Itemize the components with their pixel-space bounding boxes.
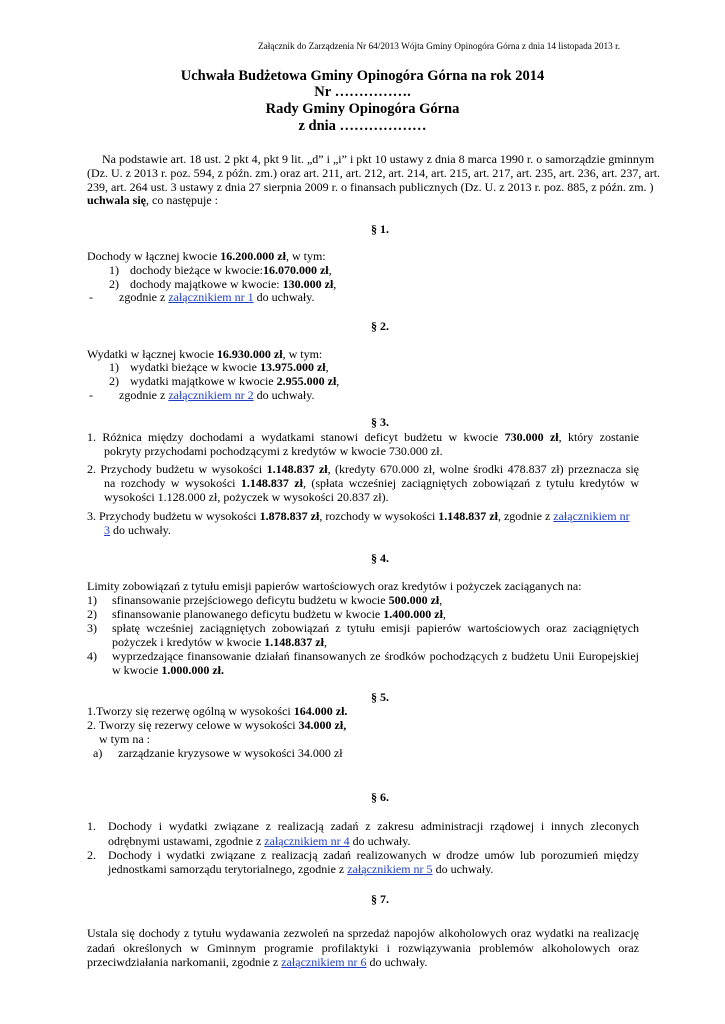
preamble-line-3: 239, art. 264 ust. 3 ustawy z dnia 27 sierpnia 2009 r. o finansach publicznych (Dz. U. z 2013 r. poz. 885, z późn. zm. ) [87,180,654,194]
s5-p2: 2. Tworzy się rezerwy celowe w wysokości 34.000 zł, [87,718,347,732]
title-line-3: Rady Gminy Opinogóra Górna [265,101,460,117]
s5-p2-line-2: w tym na : [99,732,150,746]
s3-p3-line-2: 3 do uchwały. [104,523,171,537]
s4-item-3-line-2: pożyczek i kredytów w kwocie 1.148.837 zł, [112,635,327,649]
s1-reference: zgodnie z załącznikiem nr 1 do uchwały. [119,290,315,304]
s4-item-3-line-1: spłatę wcześniej zaciągniętych zobowiązań z tytułu emisji papierów wartościowych oraz zaciągniętych [112,621,639,635]
s2-dash: - [89,388,93,402]
preamble-line-4: uchwala się, co następuje : [87,193,218,207]
s2-item-1: 1) [109,360,119,374]
s4-item-3-num: 3) [87,621,97,635]
s4-item-2: sfinansowanie planowanego deficytu budżetu w kwocie 1.400.000 zł, [112,607,446,621]
s3-p2-line-3: wysokości 1.128.000 zł, pożyczek w wysokości 20.837 zł). [104,490,389,504]
s1-intro: Dochody w łącznej kwocie 16.200.000 zł, w tym: [87,249,326,263]
section-5-heading: § 5. [371,690,389,704]
s5-p1: 1.Tworzy się rezerwę ogólną w wysokości 164.000 zł. [87,704,348,718]
s2-item-1-text: wydatki bieżące w kwocie 13.975.000 zł, [130,360,329,374]
s1-item-1: 1) [109,263,119,277]
s6-item-1-num: 1. [87,819,96,833]
s3-p2-line-1: 2. Przychody budżetu w wysokości 1.148.837 zł, (kredyty 670.000 zł, wolne środki 478.837 zł) przeznacza się [87,462,639,476]
s3-p1-line-2: pokryty przychodami pochodzącymi z kredytów w kwocie 730.000 zł. [104,444,443,458]
s4-item-1: sfinansowanie przejściowego deficytu budżetu w kwocie 500.000 zł, [112,593,443,607]
s5-item-a-num: a) [93,746,103,760]
preamble-line-1: Na podstawie art. 18 ust. 2 pkt 4, pkt 9 lit. „d” i „i” i pkt 10 ustawy z dnia 8 marca 1990 r. o samorządzie gminnym [102,152,655,166]
s1-item-2: 2) [109,277,119,291]
s7-line-2: zadań określonych w Gminnym programie profilaktyki i rozwiązywania problemów alkoholowych oraz [87,941,639,955]
s5-item-a: zarządzanie kryzysowe w wysokości 34.000 zł [118,746,343,760]
s2-intro: Wydatki w łącznej kwocie 16.930.000 zł, w tym: [87,347,323,361]
s6-item-1-line-1: Dochody i wydatki związane z realizacją zadań z zakresu administracji rządowej i innych zleconych [108,819,639,833]
preamble-line-2: (Dz. U. z 2013 r. poz. 594, z późn. zm.) oraz art. 211, art. 212, art. 214, art. 215, art. 217, art. 235, art. 236, art. 237, art. [87,166,661,180]
annex-5-link[interactable]: załącznikiem nr 5 [347,862,433,876]
title-line-1: Uchwała Budżetowa Gminy Opinogóra Górna na rok 2014 [180,68,545,84]
annex-3-link-continued[interactable]: 3 [104,523,110,537]
s4-item-4-num: 4) [87,649,97,663]
s3-p2-line-2: na rozchody w wysokości 1.148.837 zł, (spłata wcześniej zaciągniętych zobowiązań z tytułu kredytów w [104,476,639,490]
s1-dash: - [89,290,93,304]
s6-item-1-line-2: odrębnymi ustawami, zgodnie z załącznikiem nr 4 do uchwały. [108,834,411,848]
section-1-heading: § 1. [371,222,389,236]
section-7-heading: § 7. [371,892,389,906]
s2-item-2-text: wydatki majątkowe w kwocie 2.955.000 zł, [130,374,340,388]
s6-item-2-line-1: Dochody i wydatki związane z realizacją zadań realizowanych w drodze umów lub porozumień między [108,848,639,862]
s4-item-1-num: 1) [87,593,97,607]
s6-item-2-num: 2. [87,848,96,862]
s4-item-2-num: 2) [87,607,97,621]
s7-line-3: przeciwdziałania narkomanii, zgodnie z załącznikiem nr 6 do uchwały. [87,955,428,969]
s7-line-1: Ustala się dochody z tytułu wydawania zezwoleń na sprzedaż napojów alkoholowych oraz wydatki na realizację [87,926,639,940]
header-note: Załącznik do Zarządzenia Nr 64/2013 Wójta Gminy Opinogóra Górna z dnia 14 listopada 2013 r. [258,42,621,52]
annex-3-link[interactable]: załącznikiem nr [553,509,630,523]
section-6-heading: § 6. [371,790,389,804]
s1-item-1-text: dochody bieżące w kwocie:16.070.000 zł, [130,263,332,277]
section-3-heading: § 3. [371,415,389,429]
annex-4-link[interactable]: załącznikiem nr 4 [264,834,350,848]
s3-p3-line-1: 3. Przychody budżetu w wysokości 1.878.837 zł, rozchody w wysokości 1.148.837 zł, zgodnie z załącznikiem nr [87,509,630,523]
s6-item-2-line-2: jednostkami samorządu terytorialnego, zgodnie z załącznikiem nr 5 do uchwały. [108,862,494,876]
annex-1-link[interactable]: załącznikiem nr 1 [168,290,254,304]
section-4-heading: § 4. [371,551,389,565]
s2-item-2: 2) [109,374,119,388]
s3-p1-line-1: 1. Różnica między dochodami a wydatkami stanowi deficyt budżetu w kwocie 730.000 zł, który zostanie [87,430,639,444]
s2-reference: zgodnie z załącznikiem nr 2 do uchwały. [119,388,315,402]
annex-6-link[interactable]: załącznikiem nr 6 [281,955,367,969]
title-line-2: Nr ……………. [314,84,411,100]
s4-intro: Limity zobowiązań z tytułu emisji papierów wartościowych oraz kredytów i pożyczek zaciąganych na: [87,579,582,593]
s4-item-4-line-2: w kwocie 1.000.000 zł. [112,663,224,677]
s4-item-4-line-1: wyprzedzające finansowanie działań finansowanych ze środków pochodzących z budżetu Unii Europejskiej [112,649,639,663]
section-2-heading: § 2. [371,319,389,333]
annex-2-link[interactable]: załącznikiem nr 2 [168,388,254,402]
title-line-4: z dnia ……………… [298,118,427,134]
s1-item-2-text: dochody majątkowe w kwocie: 130.000 zł, [130,277,337,291]
